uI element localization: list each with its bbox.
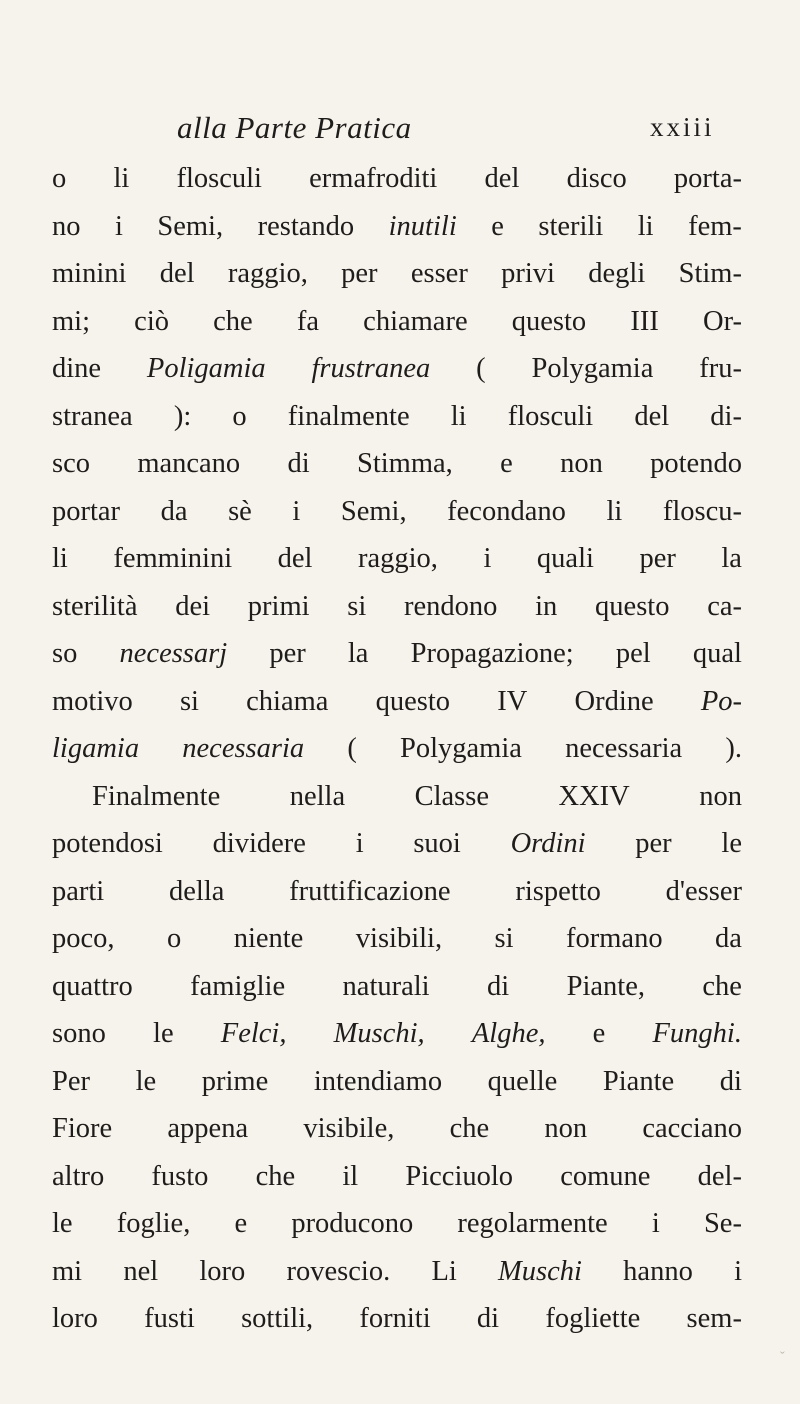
text-line: [52, 868, 742, 916]
word: femminini: [113, 543, 233, 574]
word: pel: [615, 638, 651, 669]
word: stranea: [52, 400, 133, 432]
word: finalmente: [287, 400, 410, 432]
word: per: [269, 638, 306, 669]
word: (: [476, 353, 486, 384]
word: fruttificazione: [289, 875, 451, 907]
word: in: [535, 590, 558, 622]
text-line: [52, 678, 742, 726]
text-line: [52, 963, 742, 1011]
word: hanno: [623, 1255, 693, 1287]
text-line: [52, 915, 742, 963]
word: no: [52, 210, 81, 242]
word: ca-: [707, 590, 742, 622]
word: mi: [52, 1255, 83, 1287]
word: sterili: [538, 210, 604, 242]
word: (: [347, 733, 357, 764]
word: Po-: [700, 685, 742, 717]
word: frustranea: [311, 353, 431, 384]
word: flosculi: [176, 163, 262, 194]
word: chiamare: [363, 305, 468, 337]
word: del: [484, 163, 520, 194]
word: floscu-: [662, 495, 742, 527]
word: Ordine: [574, 685, 654, 717]
word: e: [500, 448, 513, 479]
word: naturali: [342, 970, 430, 1002]
word: so: [52, 638, 78, 669]
text-line: [52, 440, 742, 488]
word: i: [355, 828, 364, 859]
word: Funghi.: [652, 1018, 742, 1049]
word: regolarmente: [457, 1208, 608, 1239]
word: quelle: [487, 1065, 558, 1097]
word: fogliette: [545, 1303, 641, 1334]
text-line: [52, 1295, 742, 1343]
word: Poligamia: [146, 353, 266, 384]
word: rovescio.: [286, 1255, 391, 1287]
word: privi: [501, 258, 555, 289]
word: Semi,: [340, 495, 407, 527]
word: per: [341, 258, 378, 289]
word: fecondano: [447, 495, 566, 527]
word: Piante,: [566, 970, 645, 1002]
word: i: [483, 543, 492, 574]
word: qual: [692, 638, 742, 669]
word: la: [347, 638, 369, 669]
word: questo: [375, 685, 451, 717]
word: Or-: [702, 305, 742, 337]
word: potendo: [650, 448, 742, 479]
text-line: [52, 1153, 742, 1201]
word: primi: [247, 590, 310, 622]
word: necessarj: [119, 638, 228, 669]
word: del-: [697, 1160, 742, 1192]
text-line: [52, 1058, 742, 1106]
word: visibile,: [303, 1113, 395, 1144]
text-line: [52, 820, 742, 868]
running-header: [0, 110, 800, 160]
word: Muschi,: [333, 1018, 425, 1049]
word: i: [114, 210, 123, 242]
word: di-: [710, 400, 742, 432]
word: del: [159, 258, 195, 289]
word: poco,: [52, 923, 115, 954]
word: motivo: [52, 685, 133, 717]
word: rispetto: [515, 875, 601, 907]
word: da: [715, 923, 742, 954]
word: necessaria: [182, 733, 305, 764]
word: Stimma,: [356, 448, 453, 479]
word: Polygamia: [531, 353, 654, 384]
word: appena: [167, 1113, 249, 1144]
word: non: [560, 448, 603, 479]
word: i: [734, 1255, 742, 1287]
word: dei: [175, 590, 211, 622]
text-line: [52, 203, 742, 251]
word: ).: [725, 733, 742, 764]
word: suoi: [413, 828, 461, 859]
word: per: [635, 828, 672, 859]
word: si: [347, 590, 367, 622]
word: che: [449, 1113, 490, 1144]
word: si: [179, 685, 199, 717]
word: fru-: [699, 353, 742, 384]
word: chiama: [246, 685, 329, 717]
word: sco: [52, 448, 90, 479]
word: non: [699, 780, 742, 812]
word: li: [637, 210, 654, 242]
word: esser: [410, 258, 468, 289]
word: cacciano: [642, 1113, 742, 1144]
word: il: [342, 1160, 359, 1192]
text-line: [52, 250, 742, 298]
word: nel: [123, 1255, 159, 1287]
text-line: [52, 1010, 742, 1058]
word: fem-: [688, 210, 742, 242]
word: Polygamia: [400, 733, 522, 764]
word: li: [606, 495, 623, 527]
word: e: [234, 1208, 248, 1239]
word: o: [166, 923, 182, 954]
word: li: [450, 400, 467, 432]
text-line: [52, 345, 742, 393]
word: dine: [52, 353, 102, 384]
word: sterilità: [52, 590, 138, 622]
word: ):: [173, 400, 192, 432]
word: ciò: [134, 305, 169, 337]
text-line: [52, 1105, 742, 1153]
word: minini: [52, 258, 127, 289]
word: ermafroditi: [309, 163, 438, 194]
word: restando: [257, 210, 355, 242]
word: Per: [52, 1065, 90, 1097]
word: rendono: [404, 590, 498, 622]
word: disco: [566, 163, 627, 194]
word: d'esser: [665, 875, 742, 907]
word: mancano: [137, 448, 241, 479]
text-line: [52, 725, 742, 773]
word: questo: [595, 590, 670, 622]
word: i: [292, 495, 301, 527]
word: li: [52, 543, 68, 574]
word: e: [592, 1018, 606, 1049]
word: e: [491, 210, 504, 242]
word: Stim-: [678, 258, 742, 289]
word: sottili,: [241, 1303, 314, 1334]
word: di: [487, 970, 510, 1002]
word: della: [169, 875, 225, 907]
word: quattro: [52, 970, 133, 1002]
word: li: [113, 163, 130, 194]
word: niente: [233, 923, 304, 954]
word: le: [135, 1065, 157, 1097]
word: Finalmente: [92, 780, 221, 812]
text-line: [52, 393, 742, 441]
word: Piante: [602, 1065, 675, 1097]
word: flosculi: [507, 400, 594, 432]
word: potendosi: [52, 828, 163, 859]
word: di: [476, 1303, 500, 1334]
word: quali: [536, 543, 594, 574]
word: XXIV: [558, 780, 630, 812]
word: altro: [52, 1160, 105, 1192]
word: Li: [431, 1255, 457, 1287]
word: Alghe,: [471, 1018, 546, 1049]
text-line: [52, 298, 742, 346]
word: degli: [588, 258, 646, 289]
word: IV: [497, 685, 528, 717]
word: Se-: [703, 1208, 742, 1239]
word: di: [287, 448, 310, 479]
running-title: alla Parte Pratica: [177, 110, 412, 145]
word: prime: [201, 1065, 269, 1097]
word: questo: [511, 305, 587, 337]
word: Classe: [414, 780, 490, 812]
word: o: [52, 163, 67, 194]
page-number: xxiii: [650, 112, 715, 142]
word: o: [232, 400, 247, 432]
word: producono: [291, 1208, 414, 1239]
word: la: [721, 543, 742, 574]
word: Felci,: [220, 1018, 287, 1049]
word: III: [630, 305, 659, 337]
word: Semi,: [157, 210, 224, 242]
word: ligamia: [52, 733, 140, 764]
word: le: [52, 1208, 73, 1239]
word: fa: [296, 305, 320, 337]
word: Picciuolo: [405, 1160, 514, 1192]
word: del: [634, 400, 670, 432]
word: non: [544, 1113, 588, 1144]
word: i: [651, 1208, 660, 1239]
word: raggio,: [358, 543, 438, 574]
paper-stain: ˇ: [780, 1350, 785, 1365]
word: fusto: [151, 1160, 209, 1192]
text-line: [52, 583, 742, 631]
word: inutili: [388, 210, 457, 242]
word: parti: [52, 875, 105, 907]
word: famiglie: [190, 970, 286, 1002]
word: mi;: [52, 305, 91, 337]
word: si: [494, 923, 514, 954]
text-line: [52, 535, 742, 583]
word: sono: [52, 1018, 106, 1049]
word: nella: [289, 780, 346, 812]
word: dividere: [212, 828, 306, 859]
word: forniti: [359, 1303, 431, 1334]
word: che: [255, 1160, 296, 1192]
word: comune: [560, 1160, 651, 1192]
word: le: [721, 828, 742, 859]
word: sem-: [686, 1303, 742, 1334]
word: raggio,: [227, 258, 308, 289]
word: che: [213, 305, 253, 337]
word: che: [702, 970, 742, 1002]
word: fusti: [144, 1303, 195, 1334]
word: Propagazione;: [410, 638, 574, 669]
word: loro: [52, 1303, 98, 1334]
word: porta-: [673, 163, 742, 194]
word: Fiore: [52, 1113, 113, 1144]
word: intendiamo: [313, 1065, 443, 1097]
word: Ordini: [510, 828, 586, 859]
word: del: [277, 543, 313, 574]
text-line: [52, 155, 742, 203]
body-text: [52, 155, 742, 1343]
word: le: [153, 1018, 174, 1049]
word: portar: [52, 495, 121, 527]
word: foglie,: [116, 1208, 191, 1239]
word: per: [639, 543, 676, 574]
word: necessaria: [565, 733, 683, 764]
word: sè: [228, 495, 252, 527]
text-line: [52, 1200, 742, 1248]
word: da: [160, 495, 188, 527]
text-line: [52, 1248, 742, 1296]
word: formano: [566, 923, 663, 954]
word: di: [719, 1065, 742, 1097]
text-line: [52, 488, 742, 536]
text-line: [52, 773, 742, 821]
word: visibili,: [355, 923, 443, 954]
word: Muschi: [498, 1255, 582, 1287]
word: loro: [199, 1255, 246, 1287]
text-line: [52, 630, 742, 678]
